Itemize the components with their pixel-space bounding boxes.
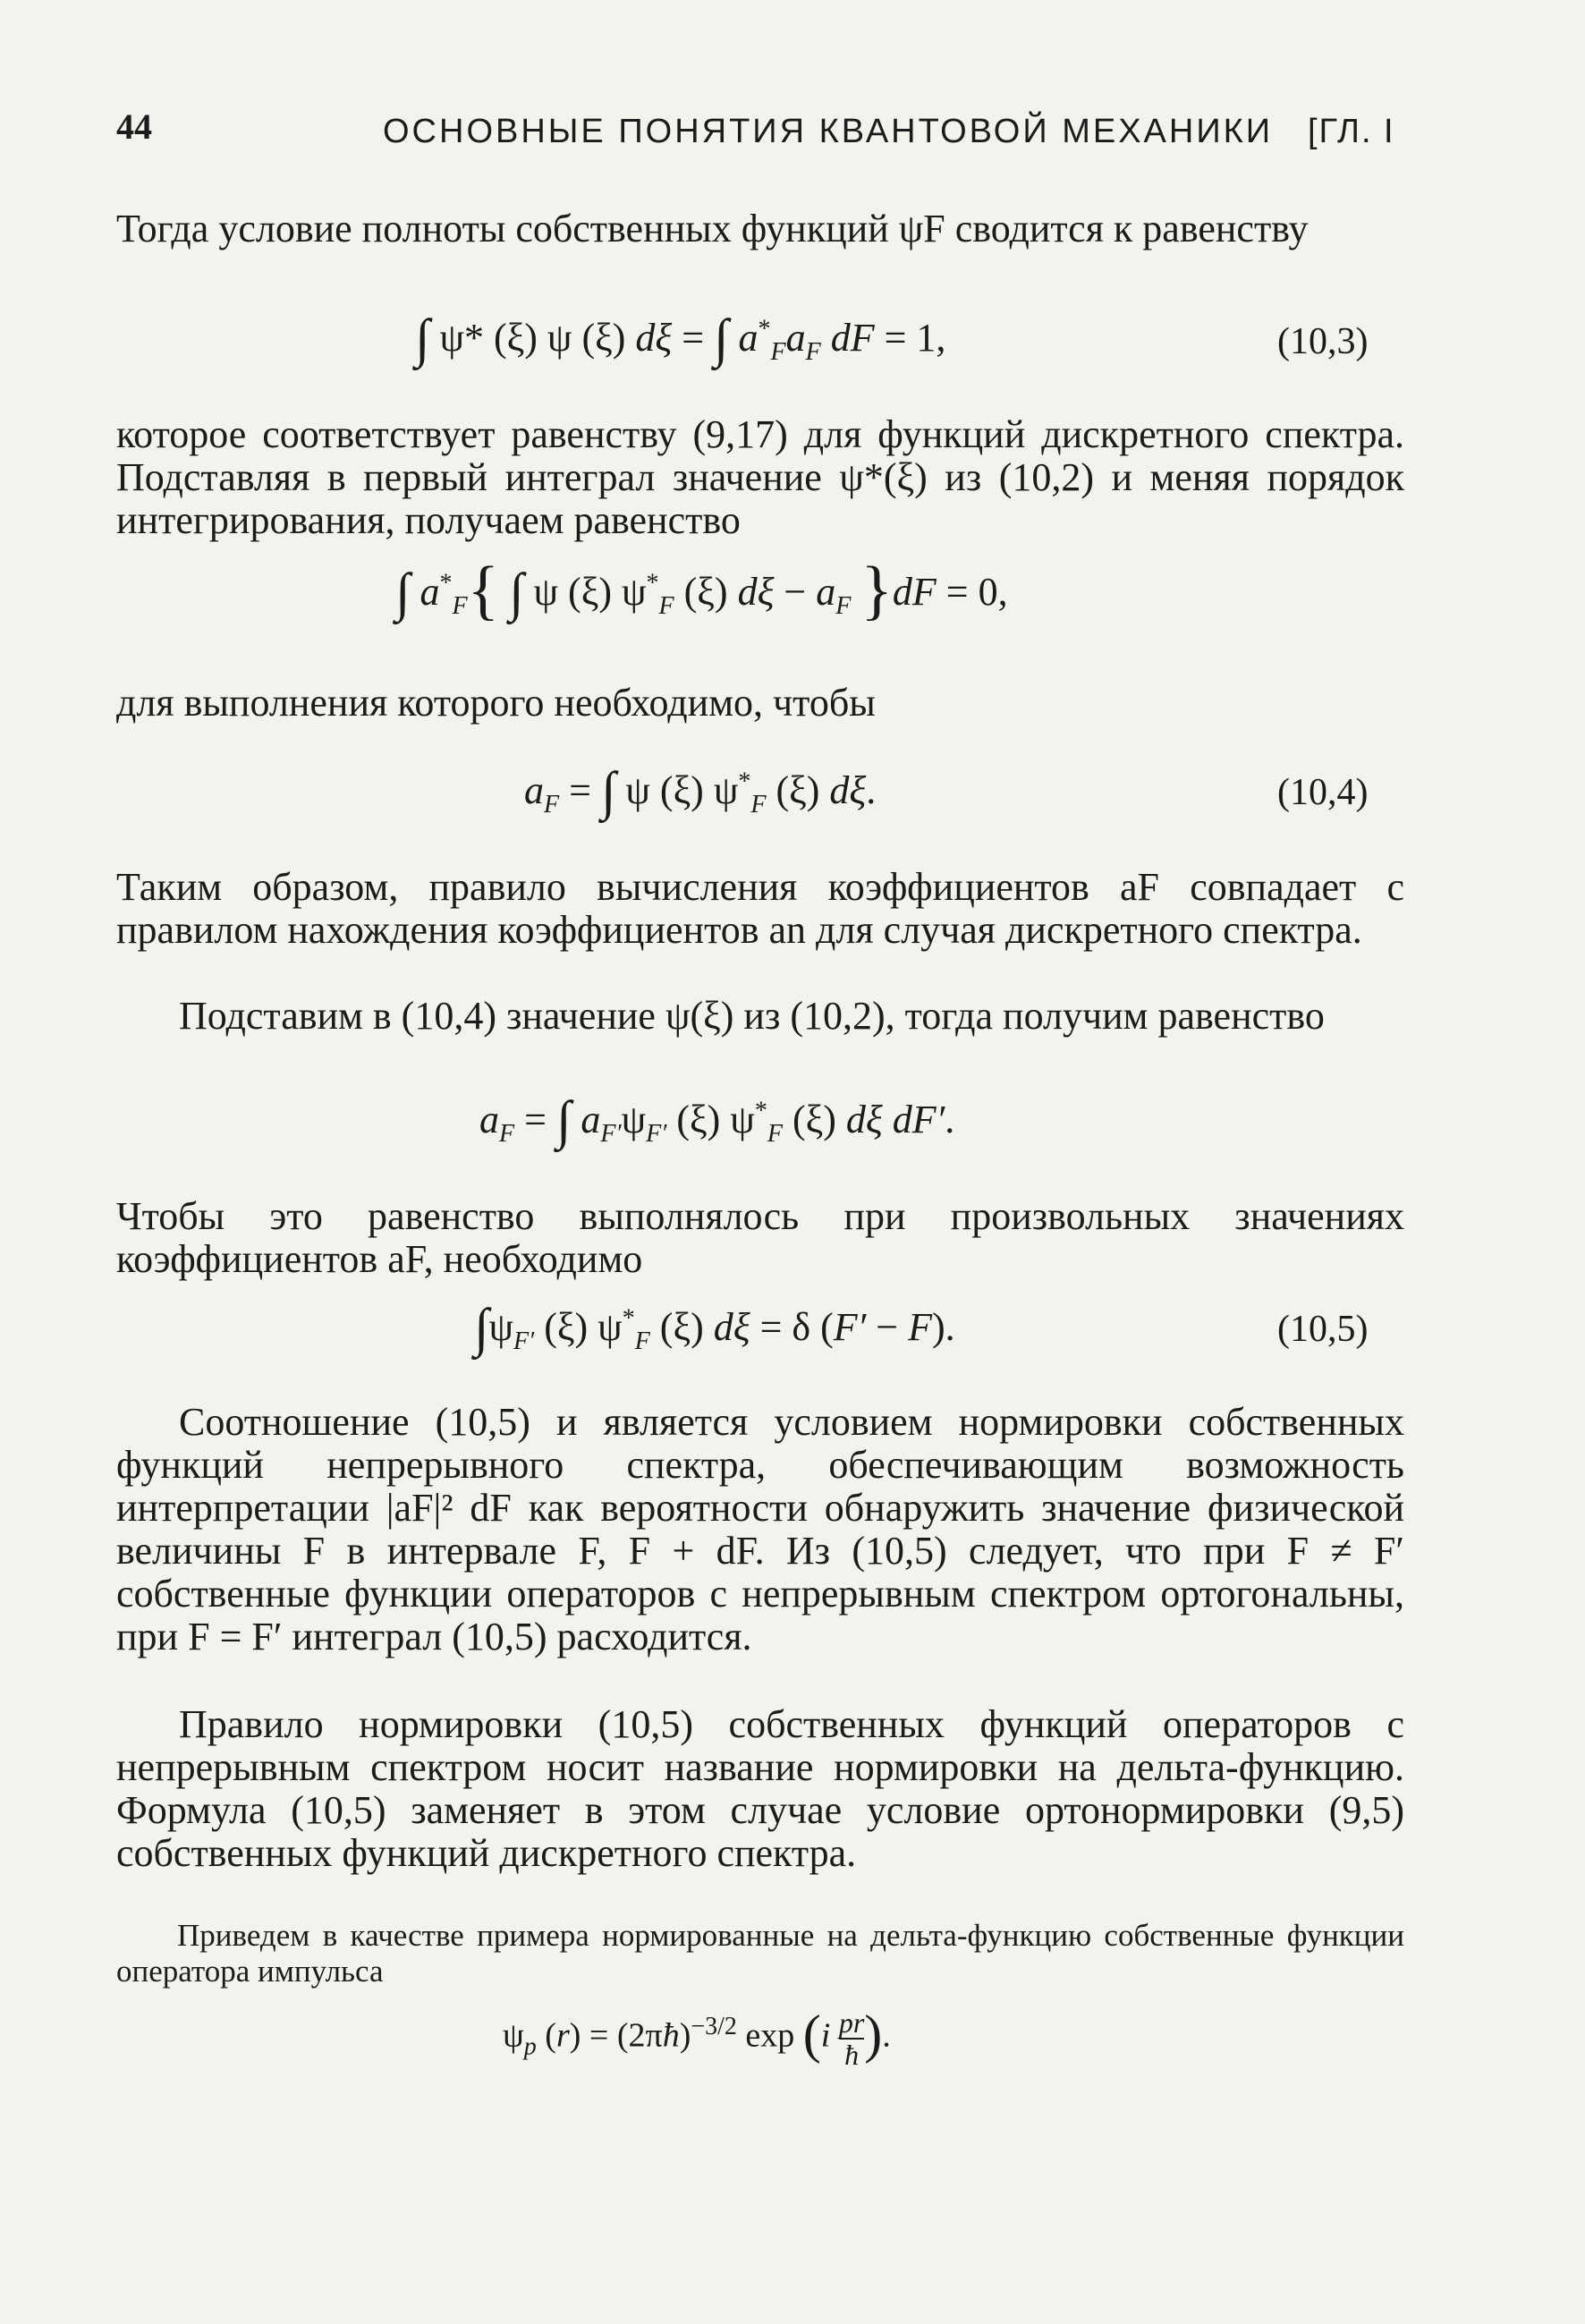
- paragraph-2: которое соответствует равенству (9,17) для функций дискретного спектра. Подставляя в первый интеграл значение ψ*(ξ) из (10,2) и меняя порядок интегрирования, получаем равенство: [116, 412, 1404, 542]
- paragraph-8: Правило нормировки (10,5) собственных функций операторов с непрерывным спектром носит название нормировки на дельта-функцию. Формула (10,5) заменяет в этом случае условие ортонормировки (9,5) собственных функций дискретного спектра.: [116, 1702, 1404, 1875]
- paragraph-5: Подставим в (10,4) значение ψ(ξ) из (10,2), тогда получим равенство: [179, 994, 1325, 1038]
- equation-number-10-3: (10,3): [1277, 321, 1369, 362]
- running-title: ОСНОВНЫЕ ПОНЯТИЯ КВАНТОВОЙ МЕХАНИКИ: [383, 113, 1274, 150]
- paragraph-7: Соотношение (10,5) и является условием нормировки собственных функций непрерывного спектра, обеспечивающим возможность интерпретации |aF|² dF как вероятности обнаружить значение физической величины F в интервале F, F + dF. Из (10,5) следует, что при F ≠ F′ собственные функции операторов с непрерывным спектром ортогональны, при F = F′ интеграл (10,5) расходится.: [116, 1400, 1404, 1658]
- paragraph-6: Чтобы это равенство выполнялось при произвольных значениях коэффициентов aF, необходимо: [116, 1194, 1404, 1281]
- page-number: 44: [116, 106, 152, 147]
- footnote-text: Приведем в качестве примера нормированные на дельта-функцию собственные функции оператора импульса: [116, 1918, 1404, 1989]
- paragraph-3: для выполнения которого необходимо, чтобы: [116, 681, 876, 725]
- page-header: [0, 106, 1585, 159]
- equation-10-4: $a_F$ = ∫ ψ (ξ) $\psi^*_F$ (ξ) dξ.: [524, 761, 877, 820]
- equation-number-10-4: (10,4): [1277, 772, 1369, 813]
- paragraph-4: Таким образом, правило вычисления коэффициентов aF совпадает с правилом нахождения коэффициентов an для случая дискретного спектра.: [116, 865, 1404, 952]
- equation-momentum-eigenfunction: $\psi_p$ (r) = (2πħ)$^{-3/2}$ $\exp (i \frac{pr}{ħ})$.: [503, 2004, 891, 2071]
- chapter-label: [ГЛ. I: [1308, 113, 1395, 150]
- equation-integral-condition: ∫ $a^*_F${ ∫ ψ (ξ) $\psi^*_F$ (ξ) $d\xi - a_F$ }dF = 0,: [395, 554, 1008, 627]
- equation-substitution: $a_F$ = ∫ $a_{F'}\psi_{F'}$ (ξ) $\psi^*_F$ (ξ) dξ dF′.: [479, 1090, 955, 1149]
- equation-10-5: $\int\psi_{F'}$ (ξ) $\psi^*_F$ (ξ) dξ = δ (F′ − F).: [474, 1298, 955, 1357]
- equation-10-3: ∫ ψ* (ξ) ψ (ξ) dξ = ∫ $a^*_Fa_F$ dF = 1,: [415, 309, 946, 368]
- equation-number-10-5: (10,5): [1277, 1309, 1369, 1350]
- paragraph-1: Тогда условие полноты собственных функций ψF сводится к равенству: [116, 207, 1309, 250]
